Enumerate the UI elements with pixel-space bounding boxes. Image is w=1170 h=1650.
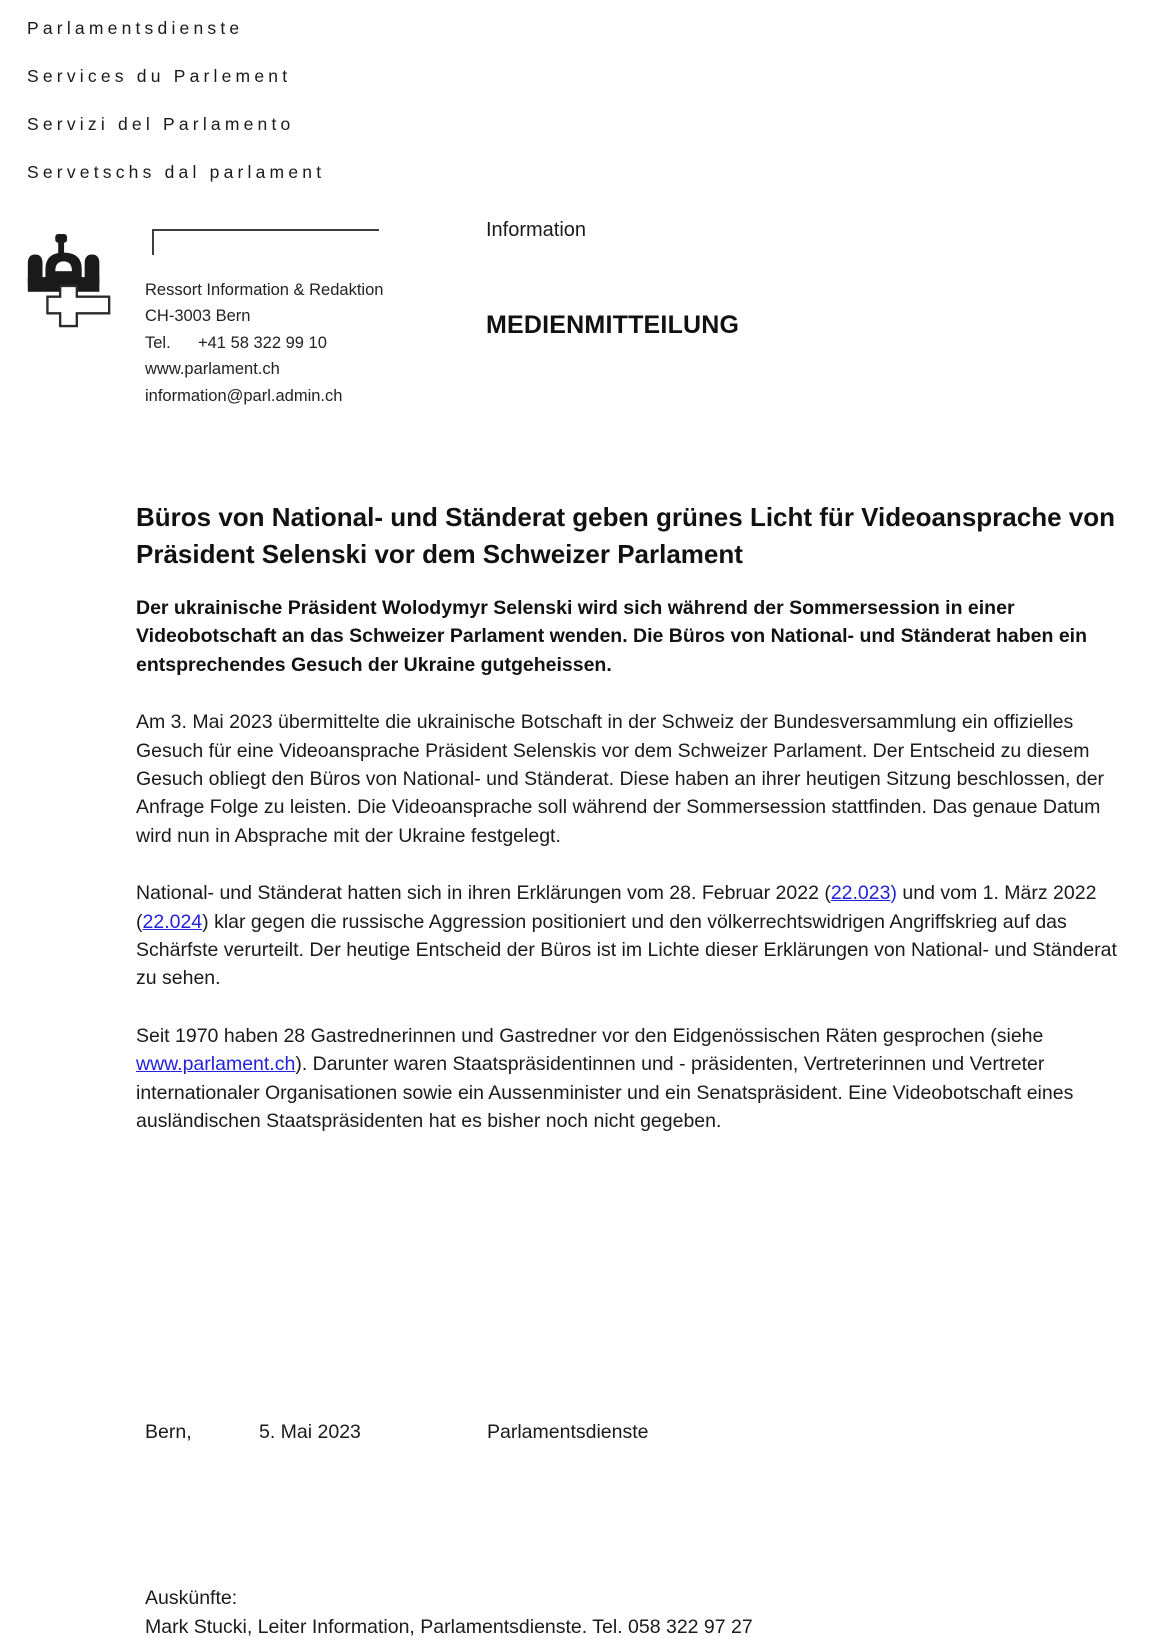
article-paragraph-2 [136, 879, 1117, 993]
signature-row [145, 1421, 649, 1444]
inquiries-contact: Mark Stucki, Leiter Information, Parlamentsdienste. Tel. 058 322 97 27 [145, 1615, 753, 1638]
inquiries-label: Auskünfte: [145, 1587, 238, 1609]
paragraph-2-text: und vom 1. März 2022 ( [136, 882, 1097, 933]
paragraph-3-text: ). Darunter waren Staatspräsidentinnen und - präsidenten, Vertreterinnen und Vertreter internationaler Organisationen sowie ein Aussenminister und ein Senatspräsident. Eine Videobotschaft eines ausländischen Staatspräsidenten hat es bisher noch nicht gegeben. [136, 1053, 1074, 1133]
paragraph-2-paren: ) [890, 882, 897, 905]
link-parlament-ch[interactable]: www.parlament.ch [136, 1053, 296, 1076]
contact-tel-number: +41 58 322 99 10 [198, 333, 327, 352]
swiss-parliament-building-logo-icon [24, 232, 112, 330]
doc-type-label: Information [486, 219, 587, 241]
letterhead-languages [27, 20, 325, 212]
article-paragraph-3 [136, 1022, 1117, 1136]
article-title: Büros von National- und Ständerat geben grünes Licht für Videoansprache von Präsident Selenski vor dem Schweizer Parlament [136, 502, 1115, 569]
paragraph-2-text: National- und Ständerat hatten sich in ihren Erklärungen vom 28. Februar 2022 ( [136, 882, 831, 905]
contact-department: Ressort Information & Redaktion [145, 281, 384, 299]
paragraph-3-text: Seit 1970 haben 28 Gastrednerinnen und Gastredner vor den Eidgenössischen Räten gesprochen (siehe [136, 1024, 1044, 1047]
contact-city: CH-3003 Bern [145, 307, 251, 326]
article-body [136, 499, 1117, 1165]
contact-phone-line [145, 330, 383, 356]
paragraph-2-text: ) klar gegen die russische Aggression positioniert und den völkerrechtswidrigen Angriffskrieg auf das Schärfste verurteilt. Der heutige Entscheid der Büros ist im Lichte dieser Erklärungen von National- und Ständerat zu sehen. [136, 910, 1117, 990]
doc-kind-heading: MEDIENMITTEILUNG [486, 311, 740, 339]
link-22-023[interactable]: 22.023 [830, 882, 891, 905]
letterhead-lang-fr: Services du Parlement [27, 66, 292, 86]
article-lead: Der ukrainische Präsident Wolodymyr Selenski wird sich während der Sommersession in einer Videobotschaft an das Schweizer Parlament wenden. Die Büros von National- und Ständerat haben ein entsprechendes Gesuch der Ukraine gutgeheissen. [136, 597, 1087, 676]
signature-org: Parlamentsdienste [487, 1421, 649, 1443]
sender-contact-block [145, 277, 383, 409]
letterhead-lang-de: Parlamentsdienste [27, 18, 244, 38]
address-corner-bracket [152, 229, 379, 255]
signature-date: 5. Mai 2023 [259, 1421, 361, 1443]
link-22-024[interactable]: 22.024 [142, 910, 203, 933]
article-paragraph-1: Am 3. Mai 2023 übermittelte die ukrainische Botschaft in der Schweiz der Bundesversammlung ein offizielles Gesuch für eine Videoansprache Präsident Selenskis vor dem Schweizer Parlament. Der Entscheid zu diesem Gesuch obliegt den Büros von National- und Ständerat. Diese haben an ihrer heutigen Sitzung beschlossen, der Anfrage Folge zu leisten. Die Videoansprache soll während der Sommersession stattfinden. Das genaue Datum wird nun in Absprache mit der Ukraine festgelegt. [136, 711, 1105, 847]
inquiries-footer [145, 1584, 753, 1641]
contact-website: www.parlament.ch [145, 360, 280, 379]
letterhead-lang-rm: Servetschs dal parlament [27, 162, 326, 182]
contact-email: information@parl.admin.ch [145, 386, 343, 405]
contact-tel-label: Tel. [145, 333, 171, 352]
letterhead-lang-it: Servizi del Parlamento [27, 114, 295, 134]
signature-place: Bern, [145, 1421, 192, 1443]
